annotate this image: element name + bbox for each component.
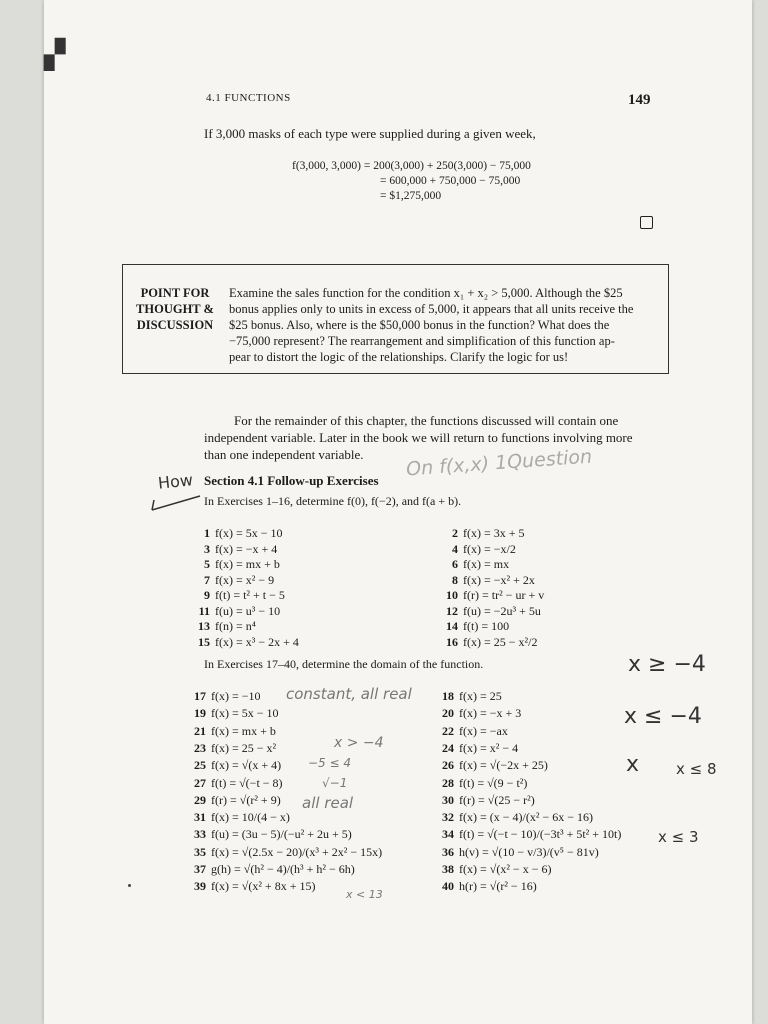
exercise-item [438,635,537,650]
exercise-function: f(u) = −2u³ + 5u [463,603,541,618]
exercise-function: f(x) = (x − 4)/(x² − 6x − 16) [459,810,593,825]
exercise-item [438,542,516,557]
exercise-number: 20 [442,706,454,721]
exercise-function: f(x) = −x + 4 [215,541,278,556]
document-page [44,0,752,1024]
exercise-function: f(x) = 5x − 10 [211,706,279,721]
handwritten-arrow [148,490,208,514]
exercise-item [438,588,544,603]
exercise-function: f(x) = 25 [459,689,502,703]
exercise-function: f(x) = −10 [211,689,261,703]
handwritten-note-ex39: x < 13 [346,888,383,901]
exercise-function: f(x) = 25 − x²/2 [463,634,538,649]
exercise-number: 6 [452,557,458,571]
exercise-number: 11 [198,603,210,618]
exercise-item [432,810,593,825]
page-number: 149 [628,92,651,108]
handwritten-margin-note: x ≤ 8 [676,760,717,778]
exercise-number: 24 [442,740,454,755]
exercise-number: 13 [198,619,210,633]
exercise-function: f(t) = t² + t − 5 [215,588,285,602]
exercise-item [190,604,280,619]
handwritten-note-ex25: −5 ≤ 4 [308,756,352,770]
exercise-item [184,706,279,721]
exercise-item [184,776,283,791]
exercise-item [184,758,281,773]
exercise-item [190,573,274,588]
page-corner-mark: ▞ [44,40,66,71]
exercise-function: f(x) = −x/2 [463,541,516,556]
exercise-function: f(t) = √(9 − t²) [459,775,528,790]
exercise-number: 39 [194,879,206,894]
exercise-number: 16 [446,634,458,649]
exercise-number: 40 [442,879,454,894]
exercise-function: f(x) = x² − 4 [459,740,519,755]
exercise-number: 18 [442,689,454,703]
exercise-function: f(x) = 10/(4 − x) [211,810,290,825]
exercise-item [190,635,299,650]
exercise-item [184,689,261,704]
exercise-number: 15 [198,634,210,649]
exercise-number: 29 [194,792,206,807]
exercise-item [184,741,276,756]
exercise-function: f(x) = −x² + 2x [463,572,535,587]
exercise-number: 8 [452,572,458,587]
body-paragraph: For the remainder of this chapter, the functions discussed will contain one independent variable. Later in the book we will return to functions involving more than one independent variable. [204,413,633,462]
exercise-item [190,588,285,603]
exercise-number: 23 [194,740,206,755]
exercise-number: 35 [194,844,206,859]
exercise-function: f(x) = mx + b [211,723,276,738]
exercise-item [432,689,502,704]
discussion-box-label: POINT FOR THOUGHT & DISCUSSION [136,286,214,332]
exercise-item [432,827,621,842]
exercise-function: f(x) = √(x + 4) [211,758,282,773]
exercise-function: f(r) = tr² − ur + v [463,588,545,602]
exercise-number: 4 [452,541,458,556]
domain-instruction: In Exercises 17–40, determine the domain of the function. [204,657,484,671]
exercise-number: 31 [194,810,206,825]
handwritten-note-ex17: constant, all real [286,685,412,703]
exercise-function: f(x) = x³ − 2x + 4 [215,634,299,649]
exercise-item [432,776,527,791]
end-of-example-box-icon [640,216,653,229]
exercise-function: f(t) = √(−t − 10)/(−3t³ + 5t² + 10t) [459,827,622,842]
exercise-item [190,557,280,572]
equation-line: = 600,000 + 750,000 − 75,000 [380,175,521,187]
exercise-number: 26 [442,758,454,773]
exercise-number: 9 [204,588,210,602]
exercise-item [190,619,256,634]
exercise-item [432,706,521,721]
stray-mark [128,884,131,887]
running-header: 4.1 FUNCTIONS [206,92,291,104]
exercise-item [438,604,541,619]
exercise-number: 19 [194,706,206,721]
handwritten-margin-note: x ≤ 3 [658,828,699,846]
exercise-item [184,879,315,894]
exercise-function: f(u) = u³ − 10 [215,603,281,618]
exercise-function: f(x) = 3x + 5 [463,526,525,540]
exercise-function: f(x) = 5x − 10 [215,526,283,540]
exercise-function: h(r) = √(r² − 16) [459,879,537,894]
exercise-item [438,526,525,541]
exercise-number: 27 [194,775,206,790]
exercise-item [432,862,551,877]
exercise-function: f(n) = n⁴ [215,619,256,633]
exercise-function: h(v) = √(10 − v/3)/(v⁵ − 81v) [459,844,599,859]
exercise-function: f(x) = √(−2x + 25) [459,758,548,773]
exercise-item [190,526,283,541]
exercise-item [184,827,352,842]
exercise-item [438,573,535,588]
exercise-number: 14 [446,619,458,633]
exercise-function: f(r) = √(r² + 9) [211,792,281,807]
exercise-number: 36 [442,844,454,859]
exercise-function: f(x) = √(x² − x − 6) [459,862,552,876]
handwritten-margin-note: x ≥ −4 [628,652,706,677]
exercise-number: 32 [442,810,454,825]
equation-line: = $1,275,000 [380,190,442,202]
exercise-function: f(x) = mx [463,557,510,571]
exercise-number: 21 [194,723,206,738]
exercise-number: 34 [442,827,454,842]
exercise-number: 7 [204,572,210,587]
exercise-function: f(x) = mx + b [215,557,280,571]
handwritten-note-ex23: x > −4 [334,735,384,751]
exercise-number: 10 [446,588,458,602]
exercise-number: 30 [442,792,454,807]
handwritten-note-ex29: all real [302,794,354,812]
exercise-item [190,542,277,557]
exercise-number: 28 [442,775,454,790]
exercise-item [438,557,509,572]
exercise-function: f(t) = √(−t − 8) [211,775,283,790]
exercise-number: 12 [446,603,458,618]
handwritten-margin-note: x ≤ −4 [624,704,702,729]
exercise-item [432,724,508,739]
exercise-number: 38 [442,862,454,876]
section-title: Section 4.1 Follow-up Exercises [204,473,379,488]
exercise-number: 22 [442,723,454,738]
handwritten-note-ex27: √−1 [322,776,348,790]
exercise-number: 25 [194,758,206,773]
exercise-function: f(t) = 100 [463,619,510,633]
exercise-function: f(x) = √(2.5x − 20)/(x³ + 2x² − 15x) [211,844,383,859]
exercise-function: f(u) = (3u − 5)/(−u² + 2u + 5) [211,827,352,842]
exercise-number: 5 [204,557,210,571]
exercise-number: 33 [194,827,206,842]
exercise-number: 3 [204,541,210,556]
handwritten-scribble: On f(x,x) 1Question [405,445,593,481]
exercise-number: 37 [194,862,206,876]
exercise-item [184,862,355,877]
exercise-item [184,724,276,739]
exercise-function: f(x) = √(x² + 8x + 15) [211,879,316,894]
exercise-function: f(x) = −ax [459,723,508,738]
intro-sentence: If 3,000 masks of each type were supplied during a given week, [204,126,536,141]
handwritten-how: How [157,470,194,493]
exercise-number: 17 [194,689,206,703]
exercise-item [184,845,382,860]
exercise-number: 1 [204,526,210,540]
exercise-item [432,879,537,894]
exercise-item [184,793,281,808]
equation-line: f(3,000, 3,000) = 200(3,000) + 250(3,000) − 75,000 [292,160,531,172]
exercise-function: f(r) = √(25 − r²) [459,792,535,807]
exercise-item [432,741,518,756]
exercise-item [184,810,290,825]
exercise-function: f(x) = 25 − x² [211,740,277,755]
exercise-item [432,793,535,808]
discussion-box-text: Examine the sales function for the condition x₁ + x₂ > 5,000. Although the $25 bonus applies only to units in excess of 5,000, it appears that all units receive the $25 bonus. Also, where is the $50,000 bonus in the function? What does the −75,000 represent? The rearrangement and simplification of this function ap- pear to distort the logic of the relationships. Clarify the logic for us! [229,286,634,364]
exercise-function: g(h) = √(h² − 4)/(h³ + h² − 6h) [211,862,355,876]
exercise-function: f(x) = −x + 3 [459,706,522,721]
section-instruction: In Exercises 1–16, determine f(0), f(−2), and f(a + b). [204,494,462,508]
exercise-item [438,619,509,634]
exercise-item [432,758,548,773]
exercise-number: 2 [452,526,458,540]
exercise-item [432,845,599,860]
exercise-function: f(x) = x² − 9 [215,572,275,587]
handwritten-margin-note: x [626,752,640,777]
discussion-box [122,264,669,374]
